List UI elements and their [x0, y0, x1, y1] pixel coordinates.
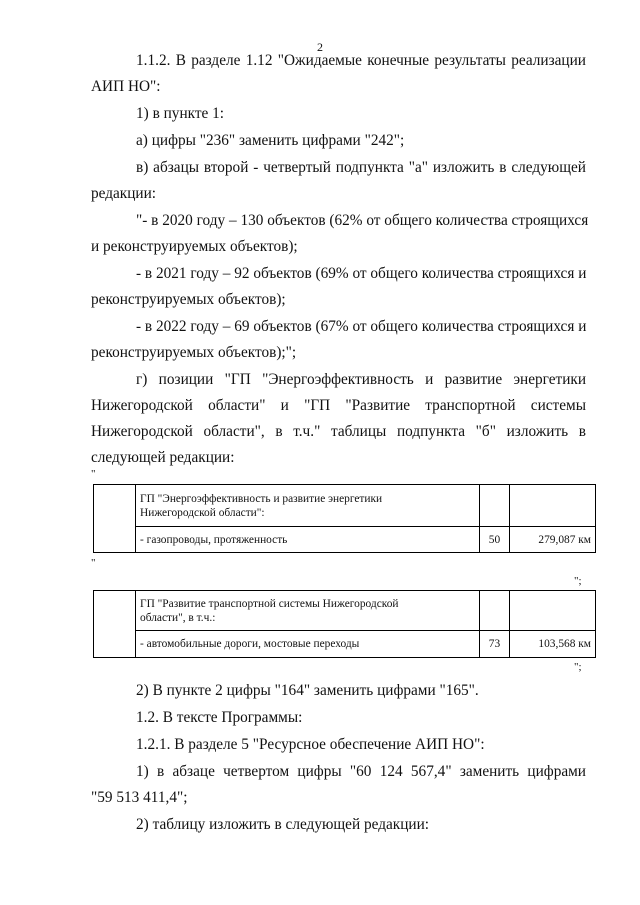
text-line: "59 513 411,4";	[91, 789, 188, 806]
opening-quote-mark: "	[91, 557, 96, 569]
page-number: 2	[317, 40, 323, 54]
paragraph-table-edit: 2) таблицу изложить в следующей редакции:	[136, 816, 430, 833]
text-line: "- в 2020 году – 130 объектов (62% от общего количества строящихся	[136, 212, 589, 229]
table-cell-amount: 103,568 км	[510, 631, 596, 658]
table-cell-count: 50	[480, 527, 510, 553]
text-line: и реконструируемых объектов);	[91, 238, 298, 255]
closing-quote-mark: ";	[574, 575, 582, 587]
text-line: реконструируемых объектов);	[91, 291, 286, 308]
cell-text-line: Нижегородской области":	[140, 506, 265, 519]
paragraph-item-a: а) цифры "236" заменить цифрами "242";	[136, 132, 405, 149]
text-line: Нижегородской области" и "ГП "Развитие транспортной системы	[91, 397, 586, 414]
table-cell-label: - автомобильные дороги, мостовые переходы	[136, 631, 480, 658]
closing-quote-mark: ";	[574, 661, 582, 673]
table-cell-empty	[510, 485, 596, 527]
table-cell-empty	[480, 485, 510, 527]
text-line: г) позиции "ГП "Энергоэффективность и развитие энергетики	[136, 371, 586, 388]
text-line: редакции:	[91, 185, 157, 202]
text-line: реконструируемых объектов);";	[91, 344, 297, 361]
cell-text-line: ГП "Развитие транспортной системы Нижегородской	[140, 597, 399, 610]
text-line: - в 2021 году – 92 объектов (69% от общего количества строящихся и	[136, 265, 587, 282]
table-row	[94, 527, 596, 553]
table-transport	[93, 590, 596, 658]
text-line: 1.1.2. В разделе 1.12 "Ожидаемые конечные результаты реализации	[136, 52, 586, 69]
paragraph-item-2: 2) В пункте 2 цифры "164" заменить цифрами "165".	[136, 682, 479, 699]
paragraph-1-2-1: 1.2.1. В разделе 5 "Ресурсное обеспечение АИП НО":	[136, 736, 485, 753]
text-line: Нижегородской области", в т.ч." таблицы подпункта "б" изложить в	[91, 423, 586, 440]
table-cell-amount: 279,087 км	[510, 527, 596, 553]
text-line: 1) в абзаце четвертом цифры "60 124 567,4" заменить цифрами	[136, 763, 586, 780]
table-cell-label: - газопроводы, протяженность	[136, 527, 480, 553]
text-line: в) абзацы второй - четвертый подпункта "а" изложить в следующей	[136, 159, 586, 176]
cell-text-line: области", в т.ч.:	[140, 611, 216, 624]
table-row	[94, 631, 596, 658]
table-row	[94, 591, 596, 631]
table-cell-empty	[510, 591, 596, 631]
table-cell-empty	[480, 591, 510, 631]
table-cell-count: 73	[480, 631, 510, 658]
table-row	[94, 485, 596, 527]
paragraph-1-2: 1.2. В тексте Программы:	[136, 709, 303, 726]
paragraph-item-1: 1) в пункте 1:	[136, 105, 225, 122]
text-line: АИП НО":	[91, 78, 161, 95]
table-cell-title	[136, 485, 480, 527]
cell-text-line: ГП "Энергоэффективность и развитие энергетики	[140, 492, 383, 505]
text-line: следующей редакции:	[91, 449, 235, 466]
text-line: - в 2022 году – 69 объектов (67% от общего количества строящихся и	[136, 318, 587, 335]
table-cell-empty	[94, 591, 136, 658]
table-cell-title	[136, 591, 480, 631]
table-energy	[93, 484, 596, 553]
table-cell-empty	[94, 485, 136, 553]
opening-quote-mark: "	[91, 468, 96, 480]
